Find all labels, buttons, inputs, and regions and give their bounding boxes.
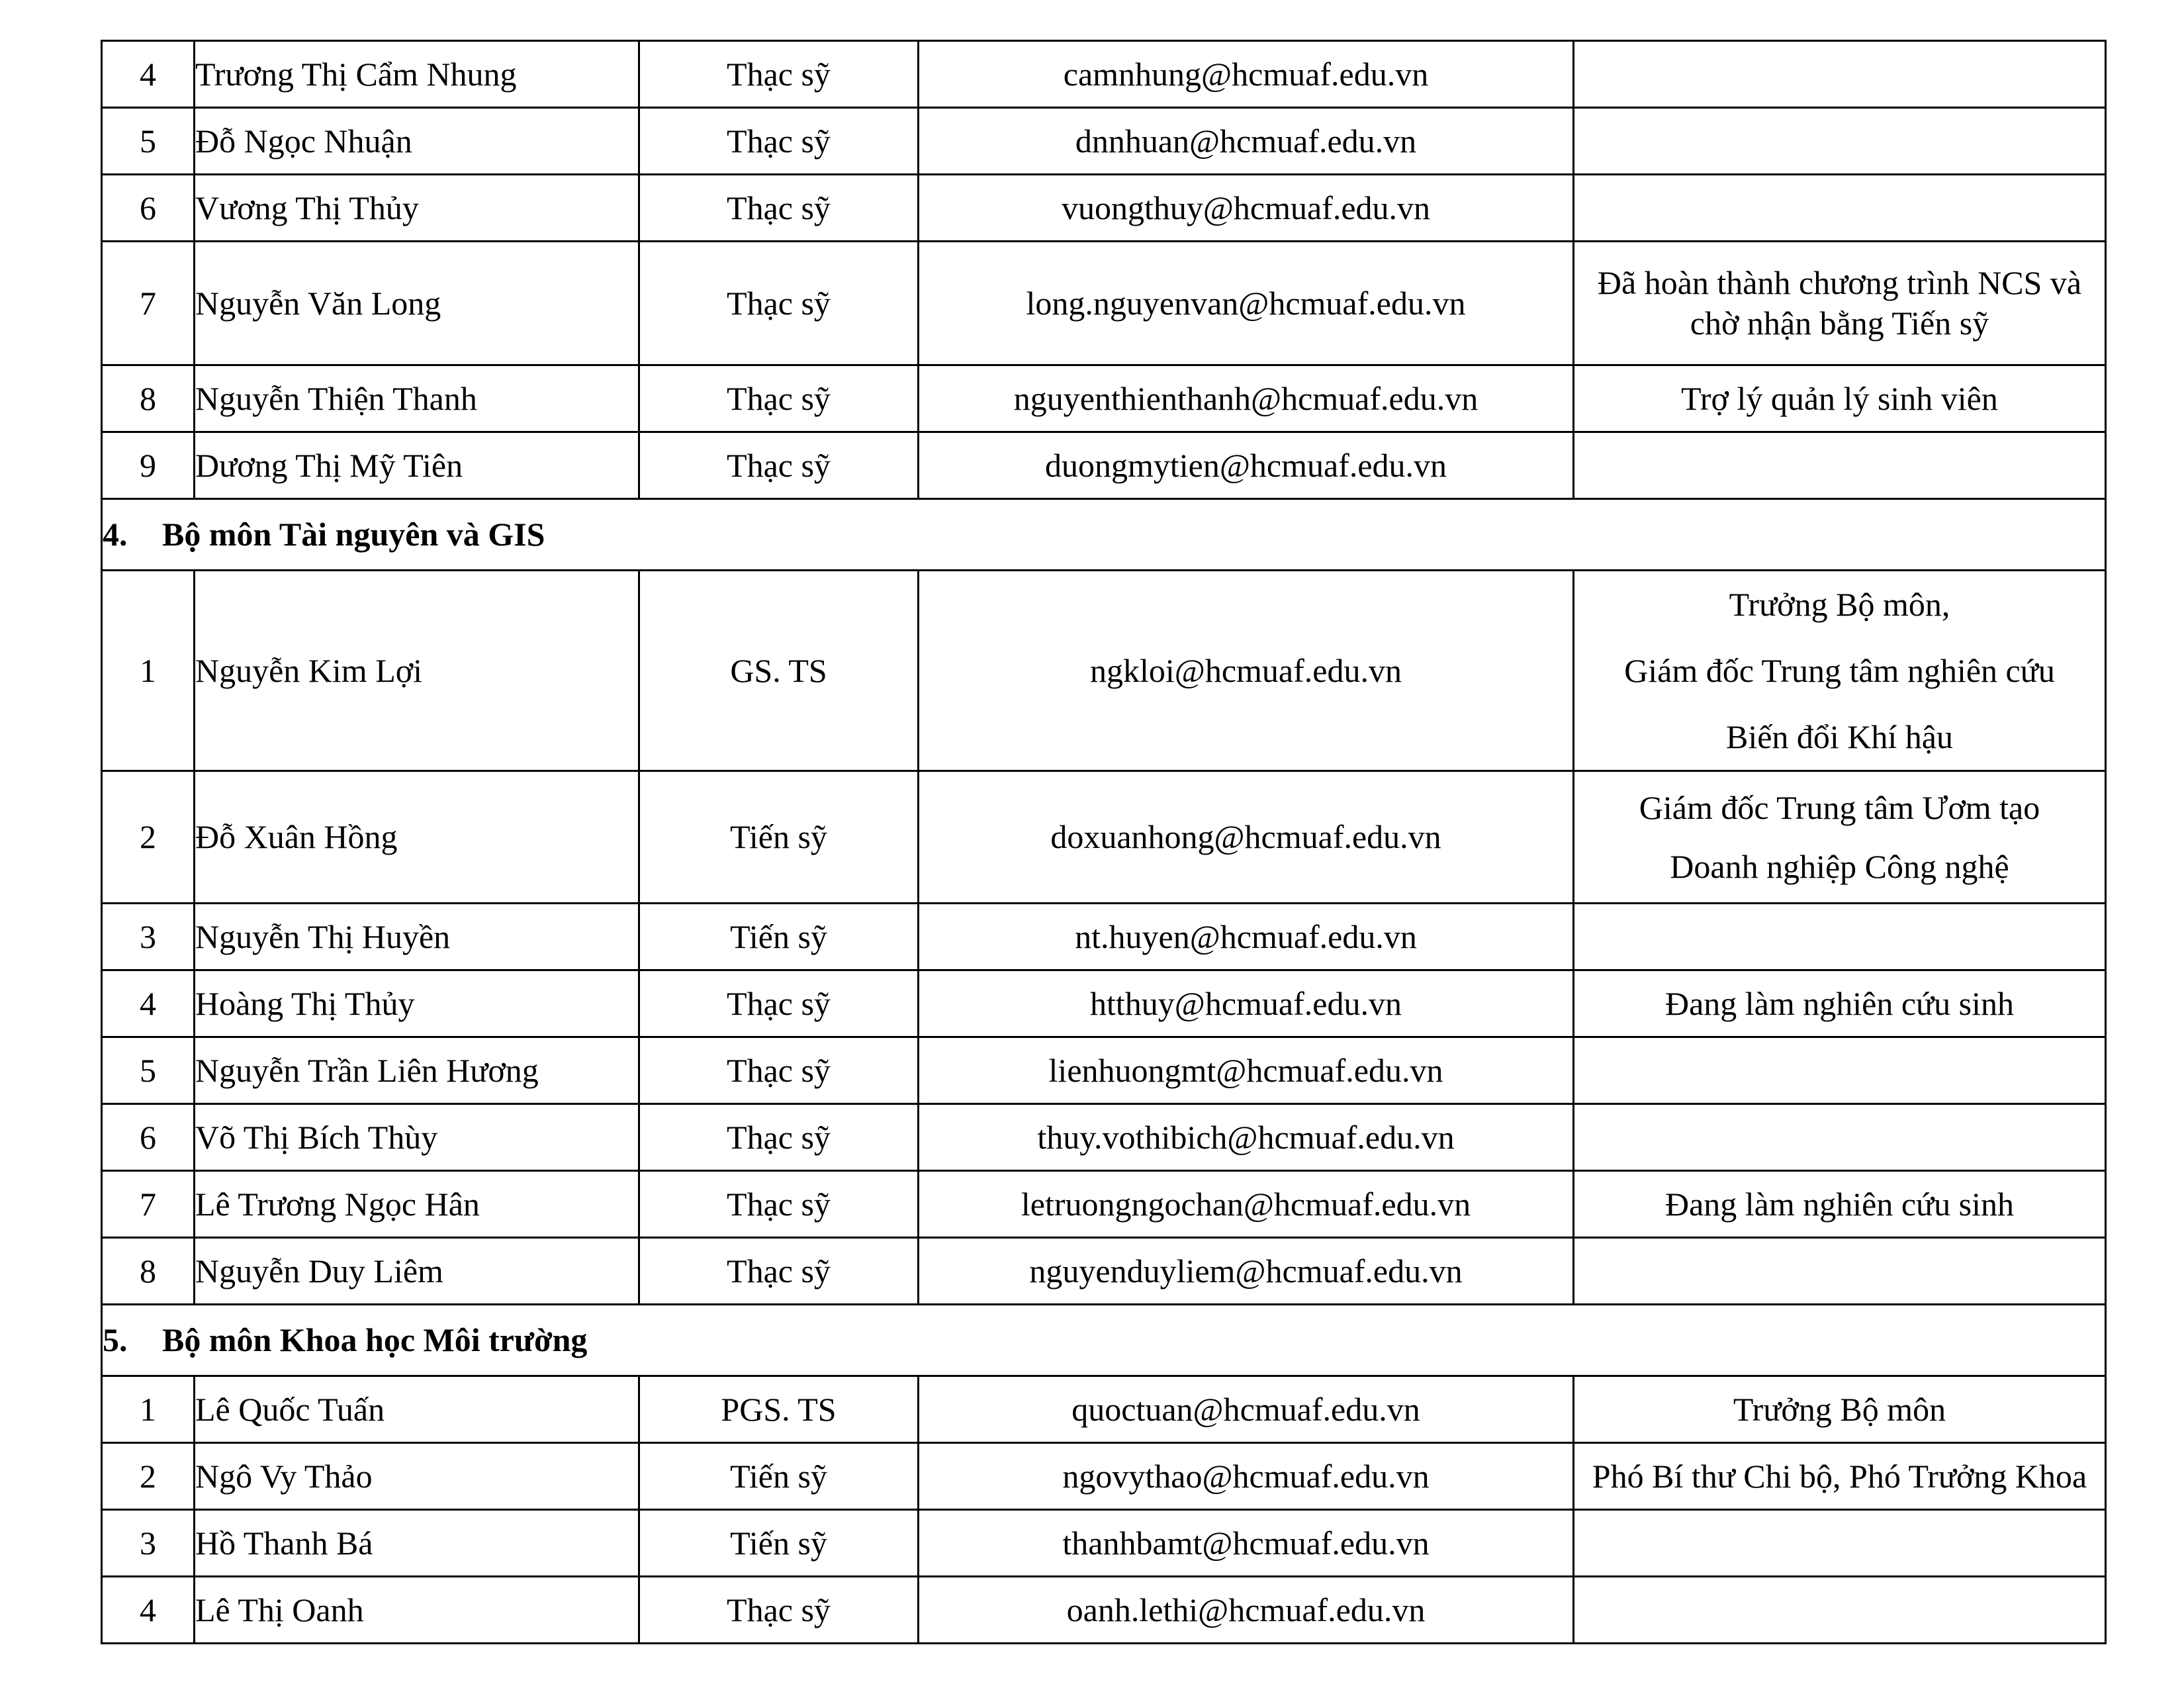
- note-line: chờ nhận bằng Tiến sỹ: [1690, 305, 1989, 342]
- staff-email: thanhbamt@hcmuaf.edu.vn: [919, 1510, 1574, 1577]
- note-line: Doanh nghiệp Công nghệ: [1670, 847, 2009, 885]
- staff-email: nguyenthienthanh@hcmuaf.edu.vn: [919, 365, 1574, 432]
- table-row: [102, 1376, 2106, 1443]
- note-line: Trợ lý quản lý sinh viên: [1681, 379, 1998, 417]
- staff-degree: Thạc sỹ: [639, 970, 919, 1037]
- table-row: [102, 1577, 2106, 1644]
- staff-note: [1574, 1238, 2106, 1305]
- staff-email: letruongngochan@hcmuaf.edu.vn: [919, 1171, 1574, 1238]
- staff-note: [1574, 1443, 2106, 1510]
- note-line: Đang làm nghiên cứu sinh: [1664, 984, 2014, 1022]
- staff-email: htthuy@hcmuaf.edu.vn: [919, 970, 1574, 1037]
- staff-degree: Thạc sỹ: [639, 108, 919, 175]
- staff-name: Nguyễn Văn Long: [195, 242, 639, 365]
- staff-name: Trương Thị Cẩm Nhung: [195, 41, 639, 108]
- table-row: [102, 771, 2106, 904]
- staff-name: Hồ Thanh Bá: [195, 1510, 639, 1577]
- row-number: 2: [102, 771, 195, 904]
- staff-name: Đỗ Xuân Hồng: [195, 771, 639, 904]
- table-row: [102, 970, 2106, 1037]
- staff-name: Võ Thị Bích Thùy: [195, 1104, 639, 1171]
- staff-degree: Thạc sỹ: [639, 242, 919, 365]
- staff-name: Lê Trương Ngọc Hân: [195, 1171, 639, 1238]
- staff-degree: PGS. TS: [639, 1376, 919, 1443]
- staff-degree: Thạc sỹ: [639, 1171, 919, 1238]
- staff-degree: GS. TS: [639, 571, 919, 771]
- row-number: 3: [102, 904, 195, 970]
- staff-name: Nguyễn Kim Lợi: [195, 571, 639, 771]
- row-number: 1: [102, 571, 195, 771]
- table-row: [102, 175, 2106, 242]
- section-number: 4.: [103, 516, 128, 553]
- staff-name: Hoàng Thị Thủy: [195, 970, 639, 1037]
- row-number: 4: [102, 1577, 195, 1644]
- staff-email: nt.huyen@hcmuaf.edu.vn: [919, 904, 1574, 970]
- staff-note: [1574, 1171, 2106, 1238]
- table-row: [102, 904, 2106, 970]
- staff-email: duongmytien@hcmuaf.edu.vn: [919, 432, 1574, 499]
- section-header: [102, 499, 2106, 571]
- staff-name: Đỗ Ngọc Nhuận: [195, 108, 639, 175]
- row-number: 7: [102, 1171, 195, 1238]
- staff-email: ngovythao@hcmuaf.edu.vn: [919, 1443, 1574, 1510]
- staff-email: nguyenduyliem@hcmuaf.edu.vn: [919, 1238, 1574, 1305]
- staff-name: Nguyễn Thiện Thanh: [195, 365, 639, 432]
- staff-table: [101, 40, 2107, 1644]
- staff-note: [1574, 108, 2106, 175]
- staff-email: lienhuongmt@hcmuaf.edu.vn: [919, 1037, 1574, 1104]
- staff-degree: Tiến sỹ: [639, 771, 919, 904]
- section-header: [102, 1305, 2106, 1376]
- table-row: [102, 1037, 2106, 1104]
- staff-email: thuy.vothibich@hcmuaf.edu.vn: [919, 1104, 1574, 1171]
- row-number: 9: [102, 432, 195, 499]
- note-line: Trưởng Bộ môn,: [1729, 586, 1950, 623]
- staff-note: [1574, 1104, 2106, 1171]
- staff-email: oanh.lethi@hcmuaf.edu.vn: [919, 1577, 1574, 1644]
- staff-note: [1574, 1376, 2106, 1443]
- table-row: [102, 1171, 2106, 1238]
- note-line: Đang làm nghiên cứu sinh: [1664, 1185, 2014, 1223]
- row-number: 3: [102, 1510, 195, 1577]
- note-line: Đã hoàn thành chương trình NCS và: [1597, 264, 2082, 301]
- row-number: 2: [102, 1443, 195, 1510]
- staff-degree: Thạc sỹ: [639, 1238, 919, 1305]
- staff-name: Lê Quốc Tuấn: [195, 1376, 639, 1443]
- section-header-row: [102, 499, 2106, 571]
- staff-email: vuongthuy@hcmuaf.edu.vn: [919, 175, 1574, 242]
- staff-degree: Thạc sỹ: [639, 1577, 919, 1644]
- staff-note: [1574, 1037, 2106, 1104]
- note-line: Biến đổi Khí hậu: [1725, 718, 1954, 755]
- note-line: Trưởng Bộ môn: [1733, 1390, 1946, 1428]
- table-row: [102, 365, 2106, 432]
- staff-note: [1574, 571, 2106, 771]
- table-row: [102, 242, 2106, 365]
- row-number: 6: [102, 1104, 195, 1171]
- staff-name: Ngô Vy Thảo: [195, 1443, 639, 1510]
- row-number: 8: [102, 1238, 195, 1305]
- staff-name: Nguyễn Duy Liêm: [195, 1238, 639, 1305]
- staff-note: [1574, 1577, 2106, 1644]
- staff-degree: Thạc sỹ: [639, 365, 919, 432]
- staff-note: [1574, 771, 2106, 904]
- staff-name: Dương Thị Mỹ Tiên: [195, 432, 639, 499]
- section-header-row: [102, 1305, 2106, 1376]
- table-row: [102, 1443, 2106, 1510]
- staff-note: [1574, 365, 2106, 432]
- row-number: 8: [102, 365, 195, 432]
- staff-table-body: [102, 41, 2106, 1644]
- table-row: [102, 571, 2106, 771]
- staff-note: [1574, 970, 2106, 1037]
- table-row: [102, 41, 2106, 108]
- staff-email: long.nguyenvan@hcmuaf.edu.vn: [919, 242, 1574, 365]
- staff-email: quoctuan@hcmuaf.edu.vn: [919, 1376, 1574, 1443]
- section-title: Bộ môn Tài nguyên và GIS: [162, 516, 545, 553]
- section-number: 5.: [103, 1321, 128, 1358]
- staff-note: [1574, 904, 2106, 970]
- row-number: 4: [102, 970, 195, 1037]
- table-row: [102, 1104, 2106, 1171]
- row-number: 5: [102, 1037, 195, 1104]
- staff-degree: Tiến sỹ: [639, 1443, 919, 1510]
- staff-email: camnhung@hcmuaf.edu.vn: [919, 41, 1574, 108]
- table-row: [102, 432, 2106, 499]
- note-line: Giám đốc Trung tâm Ươm tạo: [1639, 788, 2040, 826]
- note-line: Phó Bí thư Chi bộ, Phó Trưởng Khoa: [1592, 1457, 2087, 1495]
- staff-degree: Thạc sỹ: [639, 175, 919, 242]
- staff-email: ngkloi@hcmuaf.edu.vn: [919, 571, 1574, 771]
- row-number: 1: [102, 1376, 195, 1443]
- table-row: [102, 1238, 2106, 1305]
- section-title: Bộ môn Khoa học Môi trường: [162, 1321, 588, 1358]
- note-line: Giám đốc Trung tâm nghiên cứu: [1624, 652, 2055, 689]
- staff-note: [1574, 41, 2106, 108]
- staff-name: Nguyễn Thị Huyền: [195, 904, 639, 970]
- staff-email: doxuanhong@hcmuaf.edu.vn: [919, 771, 1574, 904]
- staff-note: [1574, 432, 2106, 499]
- staff-name: Lê Thị Oanh: [195, 1577, 639, 1644]
- row-number: 7: [102, 242, 195, 365]
- staff-email: dnnhuan@hcmuaf.edu.vn: [919, 108, 1574, 175]
- staff-name: Nguyễn Trần Liên Hương: [195, 1037, 639, 1104]
- staff-note: [1574, 242, 2106, 365]
- table-row: [102, 108, 2106, 175]
- row-number: 4: [102, 41, 195, 108]
- staff-degree: Tiến sỹ: [639, 1510, 919, 1577]
- staff-note: [1574, 1510, 2106, 1577]
- staff-degree: Thạc sỹ: [639, 432, 919, 499]
- row-number: 6: [102, 175, 195, 242]
- staff-degree: Thạc sỹ: [639, 41, 919, 108]
- staff-degree: Tiến sỹ: [639, 904, 919, 970]
- staff-name: Vương Thị Thủy: [195, 175, 639, 242]
- table-row: [102, 1510, 2106, 1577]
- staff-degree: Thạc sỹ: [639, 1037, 919, 1104]
- staff-note: [1574, 175, 2106, 242]
- staff-degree: Thạc sỹ: [639, 1104, 919, 1171]
- row-number: 5: [102, 108, 195, 175]
